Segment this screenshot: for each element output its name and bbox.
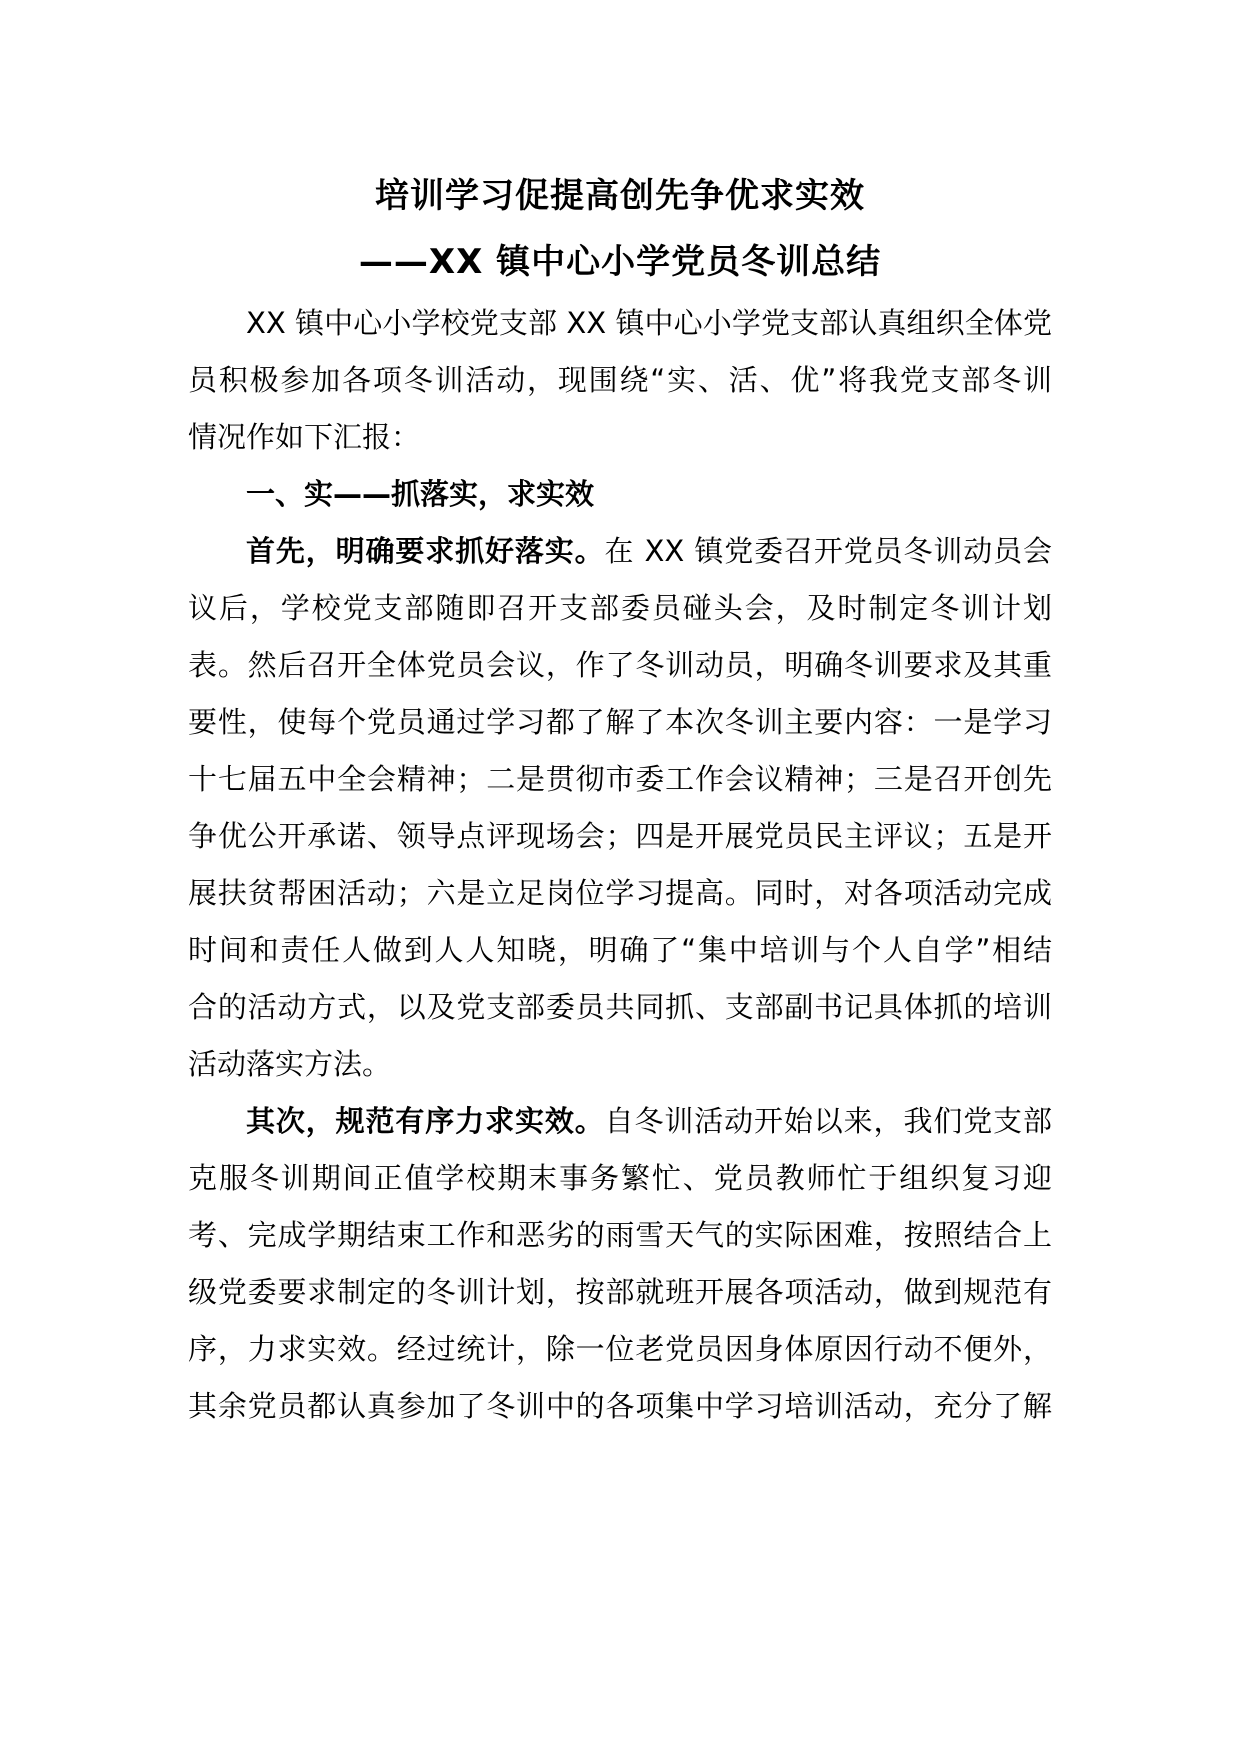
paragraph-first-line: [246, 531, 1052, 571]
intro-line: XX 镇中心小学校党支部 XX 镇中心小学党支部认真组织全体党: [246, 306, 1052, 340]
paragraph-text: 在 XX 镇党委召开党员冬训动员会: [604, 534, 1052, 568]
paragraph-line: 克服冬训期间正值学校期末事务繁忙、党员教师忙于组织复习迎: [188, 1161, 1052, 1195]
paragraph-line: 十七届五中全会精神；二是贯彻市委工作会议精神；三是召开创先: [188, 762, 1052, 796]
paragraph-line: 展扶贫帮困活动；六是立足岗位学习提高。同时，对各项活动完成: [188, 876, 1052, 910]
paragraph-line: 合的活动方式，以及党支部委员共同抓、支部副书记具体抓的培训: [188, 990, 1052, 1024]
paragraph-line: 表。然后召开全体党员会议，作了冬训动员，明确冬训要求及其重: [188, 648, 1052, 682]
paragraph-first-line: [246, 1101, 1052, 1141]
paragraph-line: 考、完成学期结束工作和恶劣的雨雪天气的实际困难，按照结合上: [188, 1218, 1052, 1252]
paragraph-line: 议后，学校党支部随即召开支部委员碰头会，及时制定冬训计划: [188, 591, 1052, 625]
section-heading: 一、实——抓落实，求实效: [246, 477, 595, 511]
paragraph-text: 自冬训活动开始以来，我们党支部: [604, 1104, 1052, 1138]
paragraph-line: 时间和责任人做到人人知晓，明确了“集中培训与个人自学”相结: [188, 933, 1052, 967]
document-subtitle: ——XX 镇中心小学党员冬训总结: [358, 242, 882, 282]
paragraph-line: 级党委要求制定的冬训计划，按部就班开展各项活动，做到规范有: [188, 1275, 1052, 1309]
paragraph-line: 要性，使每个党员通过学习都了解了本次冬训主要内容：一是学习: [188, 705, 1052, 739]
paragraph-line: 活动落实方法。: [188, 1047, 392, 1081]
intro-line: 员积极参加各项冬训活动，现围绕“实、活、优”将我党支部冬训: [188, 363, 1052, 397]
intro-line: 情况作如下汇报：: [188, 420, 421, 454]
paragraph-line: 争优公开承诺、领导点评现场会；四是开展党员民主评议；五是开: [188, 819, 1052, 853]
paragraph-line: 其余党员都认真参加了冬训中的各项集中学习培训活动，充分了解: [188, 1389, 1052, 1423]
paragraph-lead: 其次，规范有序力求实效。: [246, 1104, 605, 1138]
document-title: 培训学习促提高创先争优求实效: [375, 176, 865, 216]
paragraph-lead: 首先，明确要求抓好落实。: [246, 534, 605, 568]
paragraph-line: 序，力求实效。经过统计，除一位老党员因身体原因行动不便外，: [188, 1332, 1052, 1366]
